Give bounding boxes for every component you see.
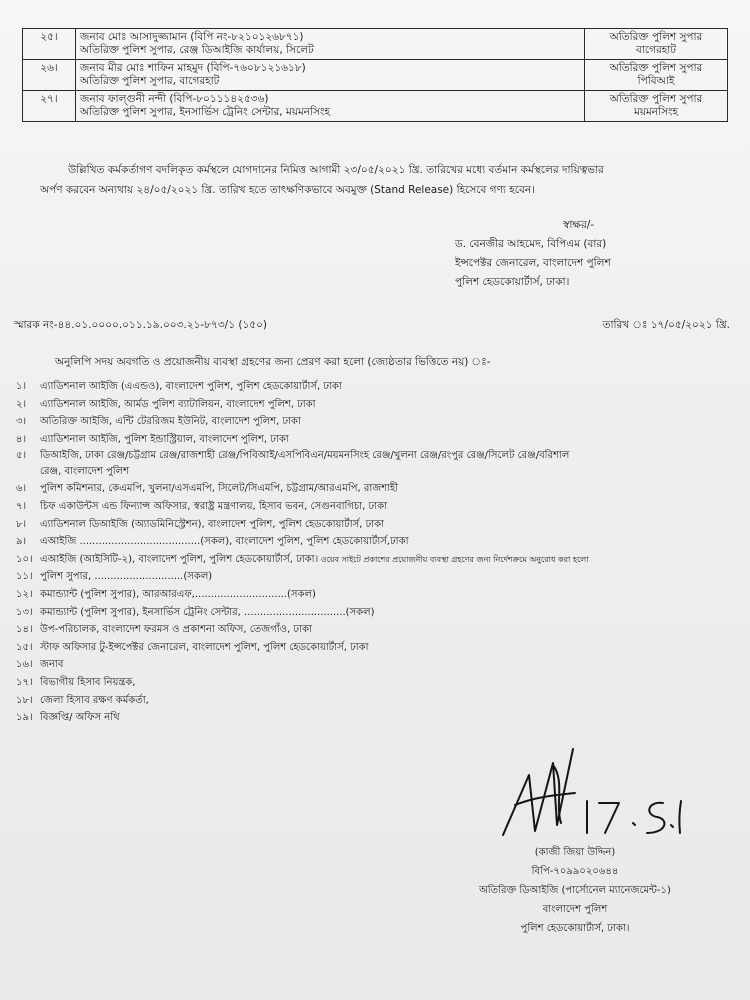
item-number: ৩। [16,416,27,428]
distribution-item [16,586,736,604]
memo-reference: স্মারক নং-৪৪.০১.০০০০.০১১.১৯.০০৩.২১-৮৭৩/১ (১৫০) [14,319,267,331]
officer-name: জনাব মীর মোঃ শাফিন মাহমুদ (বিপি-৭৬০৮১২১৬১৮) [80,62,306,74]
item-number: ১৩। [16,606,33,618]
signatory-bp-number: বিপি-৭০৯৯০২০৬৪৪ [531,866,619,877]
item-text: চিফ একাউন্টস এন্ড ফিন্যান্স অফিসার, স্বরাষ্ট্র মন্ত্রণালয়, হিসাব ভবন, সেগুনবাগিচা, ঢাকা [40,500,388,512]
item-text: এ্যাডিশনাল আইজি, আর্মড পুলিশ ব্যাটালিয়ন, বাংলাদেশ পুলিশ, ঢাকা [40,398,316,410]
new-post-location: পিবিআই [637,75,675,87]
item-text: ডিআইজি, ঢাকা রেঞ্জ/চট্টগ্রাম রেঞ্জ/রাজশাহী রেঞ্জ/পিবিআই/এসপিবিএন/ময়মনসিংহ রেঞ্জ/খুলনা রেঞ্জ/রংপুর রেঞ্জ/সিলেট রেঞ্জ/বরিশাল [40,450,570,462]
item-text: উপ-পরিচালক, বাংলাদেশ ফরমস ও প্রকাশনা অফিস, তেজগাঁও, ঢাকা [40,624,312,636]
item-text: এআইজি (আইসিটি-২), বাংলাদেশ পুলিশ, পুলিশ হেডকোয়ার্টার্স, ঢাকা। [40,553,319,565]
transfer-row [23,29,728,60]
distribution-item [16,692,736,710]
item-text: জনাব [40,659,64,671]
item-text: বিজ্ঞপ্তি/ অফিস নথি [40,712,120,724]
instruction-line-2: অর্পণ করবেন অন্যথায় ২৪/০৫/২০২১ খ্রি. তারিখ হতে তাৎক্ষণিকভাবে অবমুক্ত (Stand Release) হিসেবে গণ্য হবেন। [40,184,535,196]
item-number: ১১। [16,571,33,583]
item-text: স্টাফ অফিসার টু-ইন্সপেক্টর জেনারেল, বাংলাদেশ পুলিশ, পুলিশ হেডকোয়ার্টার্স, ঢাকা [40,641,369,653]
officer-name: জনাব ফাল্গুনী নন্দী (বিপি-৮০১১১৪২৫৩৬) [80,93,269,105]
distribution-item [16,709,736,727]
item-number: ১। [16,381,27,392]
igp-title: ইন্সপেক্টর জেনারেল, বাংলাদেশ পুলিশ [455,257,611,269]
item-text-wrap [40,604,736,622]
distribution-item [16,568,736,586]
instruction-paragraph [40,160,730,200]
distribution-item [16,498,736,516]
item-number: ৫। [16,450,27,462]
item-number: ১৬। [16,659,33,671]
distribution-item [16,516,736,534]
signed-label: স্বাক্ষর/- [563,219,595,231]
new-post-location: বাগেরহাট [635,44,677,56]
distribution-item [16,656,736,674]
distribution-item [16,480,736,498]
distribution-item [16,533,736,551]
new-post-rank: অতিরিক্ত পুলিশ সুপার [609,93,703,105]
item-text: এ্যাডিশনাল আইজি (এএন্ডও), বাংলাদেশ পুলিশ, পুলিশ হেডকোয়ার্টার্স, ঢাকা [40,381,342,392]
new-posting-cell [585,91,728,122]
item-text: অতিরিক্ত আইজি, এন্টি টেররিজম ইউনিট, বাংলাদেশ পুলিশ, ঢাকা [40,416,301,428]
item-text-wrap [40,533,736,551]
item-number: ৭। [16,500,27,512]
officer-current-post: অতিরিক্ত পুলিশ সুপার, ইনসার্ভিস ট্রেনিং সেন্টার, ময়মনসিংহ [80,106,331,118]
copy-heading: অনুলিপি সদয় অবগতি ও প্রয়োজনীয় ব্যবস্থা গ্রহণের জন্য প্রেরণ করা হলো (জ্যেষ্ঠতার ভিত্তিতে নয়) ঃ- [55,356,491,368]
distribution-item [16,639,736,657]
item-text: পুলিশ সুপার, ............................(সকল) [40,571,213,583]
item-number: ১০। [16,553,33,565]
item-text-wrap [40,413,736,431]
transfer-table-body [23,29,728,122]
item-text-wrap [40,516,736,534]
item-text-wrap [40,568,736,586]
row-serial: ২৫। [23,29,76,60]
distribution-item [16,378,736,396]
item-text-wrap [40,586,736,604]
item-number: ১২। [16,588,33,600]
new-posting-cell [585,29,728,60]
item-number: ১৫। [16,641,33,653]
item-number: ৯। [16,536,27,548]
item-text-wrap [40,656,736,674]
transfer-table [22,28,728,122]
item-text-wrap [40,709,736,727]
transfer-row [23,91,728,122]
signatory-office: পুলিশ হেডকোয়ার্টার্স, ঢাকা। [520,923,630,934]
distribution-item [16,396,736,414]
item-text: কমান্ড্যান্ট (পুলিশ সুপার), আরআরএফ,.............................(সকল) [40,588,316,600]
signatory-name: (কাজী জিয়া উদ্দিন) [534,847,616,858]
new-post-location: ময়মনসিংহ [633,106,679,118]
igp-name: ড. বেনজীর আহমেদ, বিপিএম (বার) [455,238,607,250]
item-number: ১৪। [16,624,33,636]
item-text-wrap [40,674,736,692]
item-text-wrap [40,378,736,396]
item-text-wrap [40,480,736,498]
officer-cell [76,29,585,60]
transfer-row [23,60,728,91]
signatory-title: অতিরিক্ত ডিআইজি (পার্সোনেল ম্যানেজমেন্ট-১) [479,885,671,896]
row-serial: ২৬। [23,60,76,91]
instruction-line-1: উল্লিখিত কর্মকর্তাগণ বদলিকৃত কর্মস্থলে যোগদানের নিমিত্ত আগামী ২৩/০৫/২০২১ খ্রি. তারিখের মধ্যে বর্তমান কর্মস্থলের দায়িত্বভার [68,164,604,176]
distribution-item [16,413,736,431]
item-number: ১৮। [16,694,33,706]
item-text-wrap [40,448,736,480]
addl-dig-signature-block [420,843,730,938]
new-post-rank: অতিরিক্ত পুলিশ সুপার [609,31,703,43]
igp-signature-block [455,216,735,292]
item-number: ২। [16,398,27,410]
item-text: জেলা হিসাব রক্ষণ কর্মকর্তা, [40,694,149,706]
item-text: এআইজি ......................................(সকল), বাংলাদেশ পুলিশ, পুলিশ হেডকোয়ার্টার্স,ঢাকা [40,536,409,548]
item-text-wrap [40,498,736,516]
item-number: ১৯। [16,712,33,724]
item-text: পুলিশ কমিশনার, কেএমপি, খুলনা/এসএমপি, সিলেট/সিএমপি, চট্টগ্রাম/আরএমপি, রাজশাহী [40,483,399,495]
item-number: ৮। [16,518,27,530]
memo-date: তারিখ ঃ ১৭/০৫/২০২১ খ্রি. [602,319,730,331]
new-posting-cell [585,60,728,91]
item-text: এ্যাডিশনাল ডিআইজি (অ্যাডমিনিস্ট্রেশন), বাংলাদেশ পুলিশ, পুলিশ হেডকোয়ার্টার্স, ঢাকা [40,518,385,530]
signatory-org: বাংলাদেশ পুলিশ [542,904,608,915]
item-text: কমান্ড্যান্ট (পুলিশ সুপার), ইনসার্ভিস ট্রেনিং সেন্টার, ................................(সকল) [40,606,375,618]
distribution-list [16,378,736,727]
officer-current-post: অতিরিক্ত পুলিশ সুপার, বাগেরহাট [80,75,220,87]
item-text-wrap [40,692,736,710]
distribution-item [16,551,736,569]
item-text: এ্যাডিশনাল আইজি, পুলিশ ইন্ডাস্ট্রিয়াল, বাংলাদেশ পুলিশ, ঢাকা [40,433,289,445]
item-number: ১৭। [16,676,33,688]
item-note: ওয়েব সাইটে প্রকাশের প্রয়োজনীয় ব্যবস্থা গ্রহণের জন্য নির্দেশক্রমে অনুরোধ করা হলো [318,554,589,564]
item-number: ৬। [16,483,27,495]
officer-name: জনাব মোঃ আসাদুজ্জামান (বিপি নং-৮২১০১২৬৮৭১) [80,31,304,43]
item-text-wrap [40,551,736,569]
distribution-item [16,674,736,692]
distribution-item [16,604,736,622]
distribution-item [16,448,736,480]
item-text-wrap [40,621,736,639]
item-text-continued: রেঞ্জ, বাংলাদেশ পুলিশ [40,466,129,478]
item-text-wrap [40,431,736,449]
item-number: ৪। [16,433,27,445]
handwritten-signature [495,735,685,855]
distribution-item [16,621,736,639]
officer-cell [76,60,585,91]
item-text-wrap [40,396,736,414]
item-text: বিভাগীয় হিসাব নিয়ন্ত্রক, [40,676,136,688]
item-text-wrap [40,639,736,657]
row-serial: ২৭। [23,91,76,122]
distribution-item [16,431,736,449]
officer-current-post: অতিরিক্ত পুলিশ সুপার, রেঞ্জ ডিআইজি কার্যালয়, সিলেট [80,44,314,56]
officer-cell [76,91,585,122]
new-post-rank: অতিরিক্ত পুলিশ সুপার [609,62,703,74]
igp-office: পুলিশ হেডকোয়ার্টার্স, ঢাকা। [455,276,570,288]
